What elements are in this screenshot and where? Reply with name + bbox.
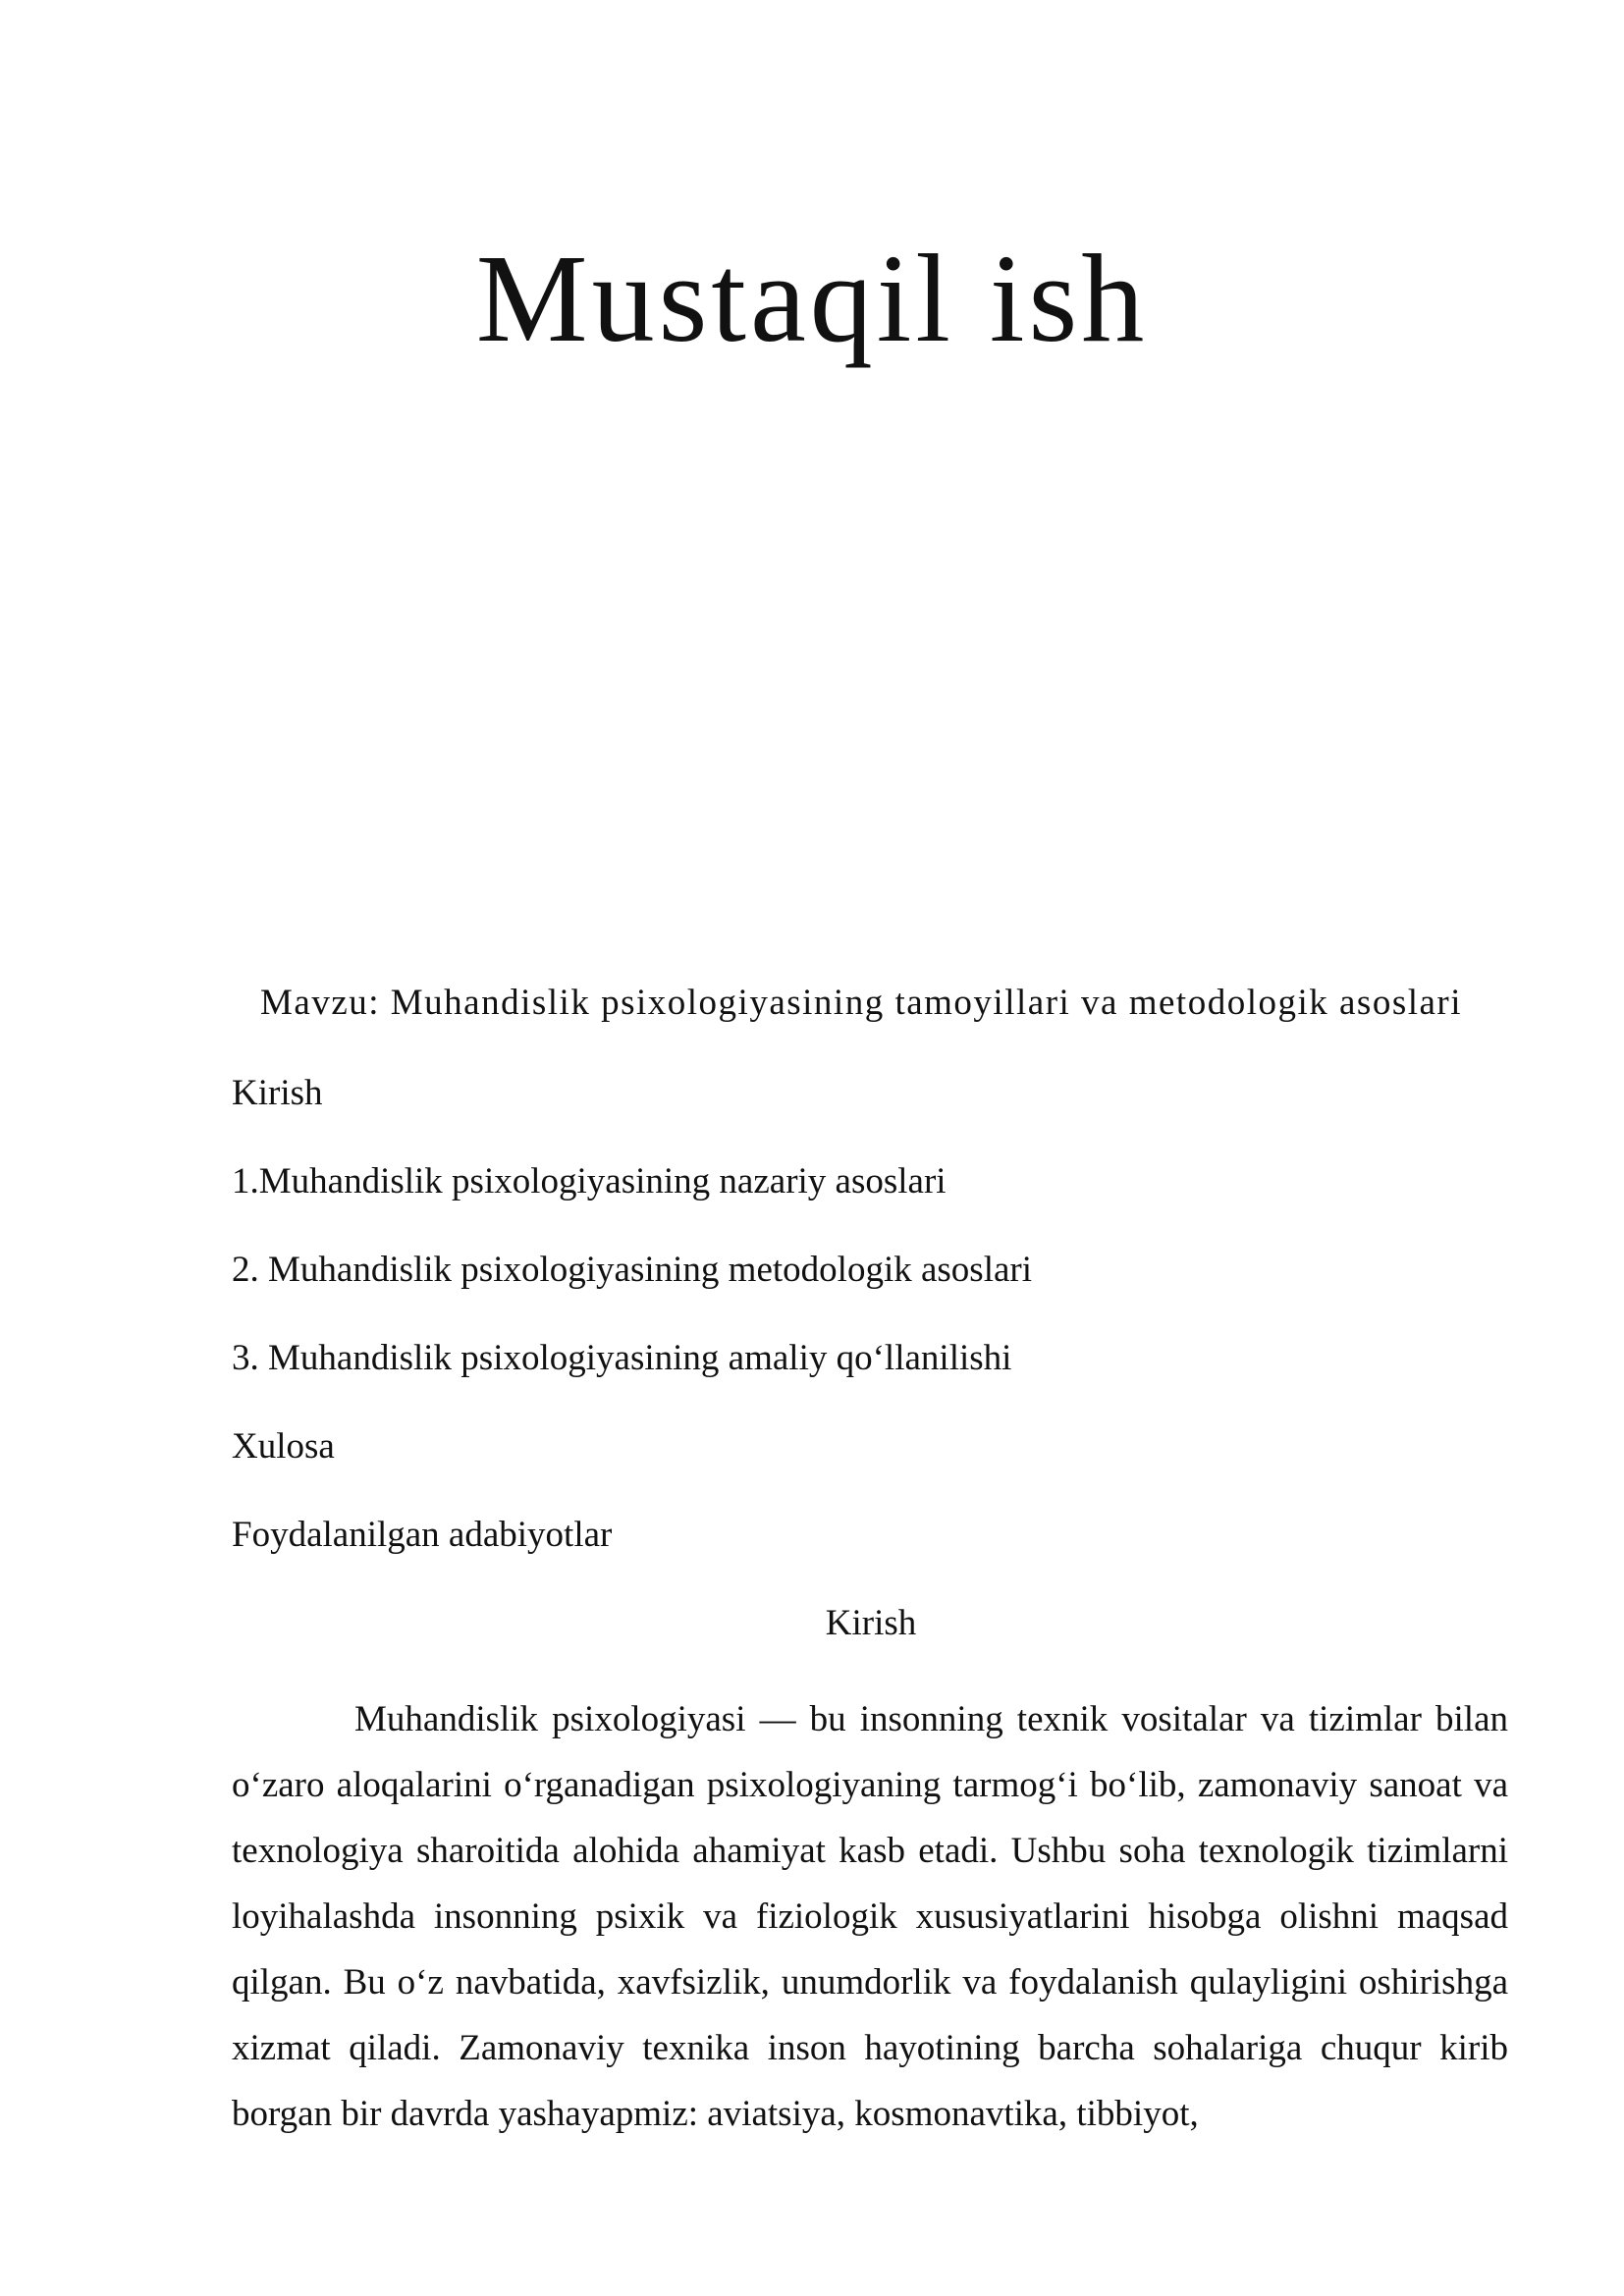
toc-item-conclusion: Xulosa <box>232 1426 335 1467</box>
toc-item-intro: Kirish <box>232 1073 323 1113</box>
toc-item-references: Foydalanilgan adabiyotlar <box>232 1515 613 1555</box>
intro-paragraph: Muhandislik psixologiyasi — bu insonning texnik vositalar va tizimlar bilan o‘zaro aloqalarini o‘rganadigan psixologiyaning tarmog‘i bo‘lib, zamonaviy sanoat va texnologiya sharoitida alohida ahamiyat kasb etadi. Ushbu soha texnologik tizimlarni loyihalashda insonning psixik va fiziologik xususiyatlarini hisobga olishni maqsad qilgan. Bu o‘z navbatida, xavfsizlik, unumdorlik va foydalanish qulayligini oshirishga xizmat qiladi. Zamonaviy texnika inson hayotining barcha sohalariga chuqur kirib borgan bir davrda yashayapmiz: aviatsiya, kosmonavtika, tibbiyot, <box>232 1699 1508 2134</box>
document-title: Mustaqil ish <box>475 229 1149 368</box>
topic-line: Mavzu: Muhandislik psixologiyasining tamoyillari va metodologik asoslari <box>260 983 1463 1023</box>
section-heading: Kirish <box>825 1603 917 1643</box>
table-of-contents <box>232 1070 1032 1600</box>
toc-item-methodology: 2. Muhandislik psixologiyasining metodologik asoslari <box>232 1250 1032 1290</box>
toc-item-theory: 1.Muhandislik psixologiyasining nazariy asoslari <box>232 1161 947 1201</box>
toc-item-application: 3. Muhandislik psixologiyasining amaliy qo‘llanilishi <box>232 1338 1012 1378</box>
